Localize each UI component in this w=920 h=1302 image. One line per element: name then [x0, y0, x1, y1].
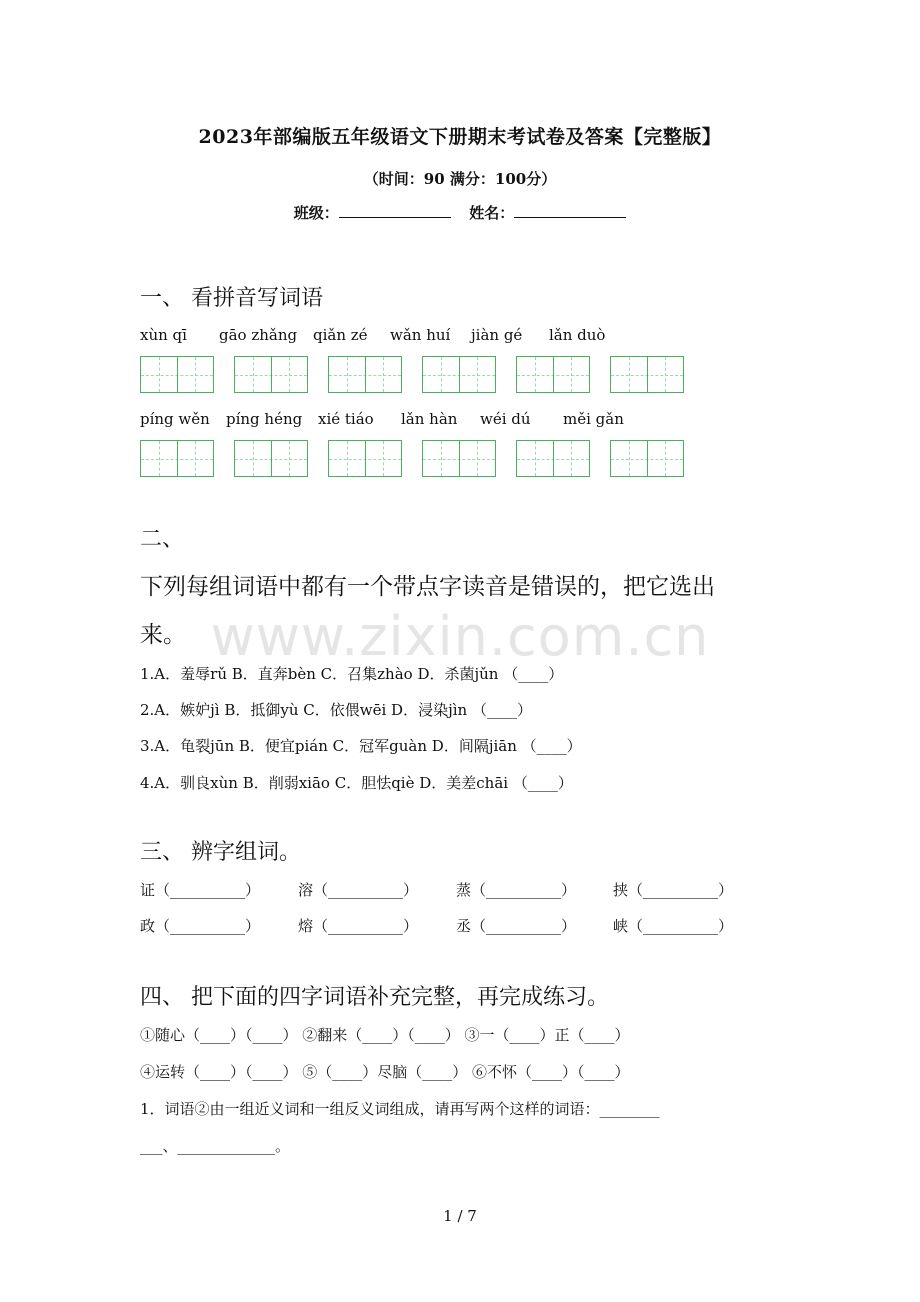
- writing-grid-row-1: [0, 356, 920, 394]
- section3-item-2-4: 峡（__________）: [613, 917, 734, 935]
- section4-question-1-line1: 1．词语②由一组近义词和一组反义词组成，请再写两个这样的词语：________: [140, 1100, 660, 1118]
- pinyin-1-2: gāo zhǎng: [219, 326, 298, 344]
- section3-item-1-3: 蒸（__________）: [456, 881, 577, 899]
- page-number: 1 / 7: [443, 1207, 477, 1225]
- section2-heading: 二、: [140, 527, 185, 552]
- pinyin-1-3: qiǎn zé: [313, 326, 368, 344]
- pinyin-1-6: lǎn duò: [549, 326, 606, 344]
- pinyin-2-5: wéi dú: [480, 410, 531, 428]
- pinyin-2-3: xié tiáo: [318, 410, 374, 428]
- pinyin-2-4: lǎn hàn: [401, 410, 458, 428]
- class-label: 班级：: [293, 204, 339, 222]
- pinyin-2-1: píng wěn: [140, 410, 210, 428]
- writing-grid-row-2: [0, 440, 920, 478]
- section3-heading: 三、 辨字组词。: [140, 840, 301, 865]
- section1-heading: 一、 看拼音写词语: [140, 286, 323, 311]
- writing-grid[interactable]: [234, 356, 308, 393]
- writing-grid[interactable]: [422, 440, 496, 477]
- section3-item-1-1: 证（__________）: [140, 881, 261, 899]
- pinyin-1-5: jiàn gé: [471, 326, 523, 344]
- class-blank[interactable]: [339, 203, 451, 218]
- section3-item-2-1: 政（__________）: [140, 917, 261, 935]
- pinyin-2-2: píng héng: [226, 410, 303, 428]
- section3-item-1-4: 挟（__________）: [613, 881, 734, 899]
- writing-grid[interactable]: [422, 356, 496, 393]
- pinyin-2-6: měi gǎn: [563, 410, 624, 428]
- writing-grid[interactable]: [140, 440, 214, 477]
- pinyin-1-4: wǎn huí: [390, 326, 451, 344]
- section2-question-1: 1.A．羞辱rǔ B．直奔bèn C．召集zhào D．杀菌jǔn （____）: [140, 665, 564, 683]
- writing-grid[interactable]: [328, 440, 402, 477]
- pinyin-1-1: xùn qī: [140, 326, 187, 344]
- exam-subtitle: （时间：90 满分：100分）: [363, 170, 557, 188]
- section2-intro-line1: 下列每组词语中都有一个带点字读音是错误的，把它选出: [140, 574, 715, 600]
- writing-grid[interactable]: [328, 356, 402, 393]
- section2-question-4: 4.A．驯良xùn B．削弱xiāo C．胆怯qiè D．美差chāi （____）: [140, 774, 573, 792]
- section2-question-3: 3.A．龟裂jūn B．便宜pián C．冠军guàn D．间隔jiān （____）: [140, 737, 582, 755]
- writing-grid[interactable]: [610, 440, 684, 477]
- class-name-line: [0, 202, 920, 223]
- section4-heading: 四、 把下面的四字词语补充完整，再完成练习。: [140, 985, 609, 1010]
- writing-grid[interactable]: [516, 356, 590, 393]
- name-blank[interactable]: [514, 203, 626, 218]
- section4-row-2: ④运转（____）（____） ⑤（____）尽脑（____） ⑥不怀（____）（____）: [140, 1063, 630, 1081]
- writing-grid[interactable]: [234, 440, 308, 477]
- section2-intro-line2: 来。: [140, 622, 186, 648]
- name-label: 姓名：: [469, 204, 515, 222]
- section3-item-1-2: 溶（__________）: [298, 881, 419, 899]
- section2-question-2: 2.A．嫉妒jì B．抵御yù C．依偎wēi D．浸染jìn （____）: [140, 701, 532, 719]
- section3-item-2-3: 丞（__________）: [456, 917, 577, 935]
- section3-item-2-2: 熔（__________）: [298, 917, 419, 935]
- writing-grid[interactable]: [516, 440, 590, 477]
- section4-question-1-line2: ___、_____________。: [140, 1137, 291, 1155]
- watermark: www.zixin.com.cn: [210, 605, 710, 668]
- writing-grid[interactable]: [140, 356, 214, 393]
- exam-title: 2023年部编版五年级语文下册期末考试卷及答案【完整版】: [198, 126, 722, 148]
- section4-row-1: ①随心（____）（____） ②翻来（____）（____） ③一（____）正（____）: [140, 1026, 630, 1044]
- writing-grid[interactable]: [610, 356, 684, 393]
